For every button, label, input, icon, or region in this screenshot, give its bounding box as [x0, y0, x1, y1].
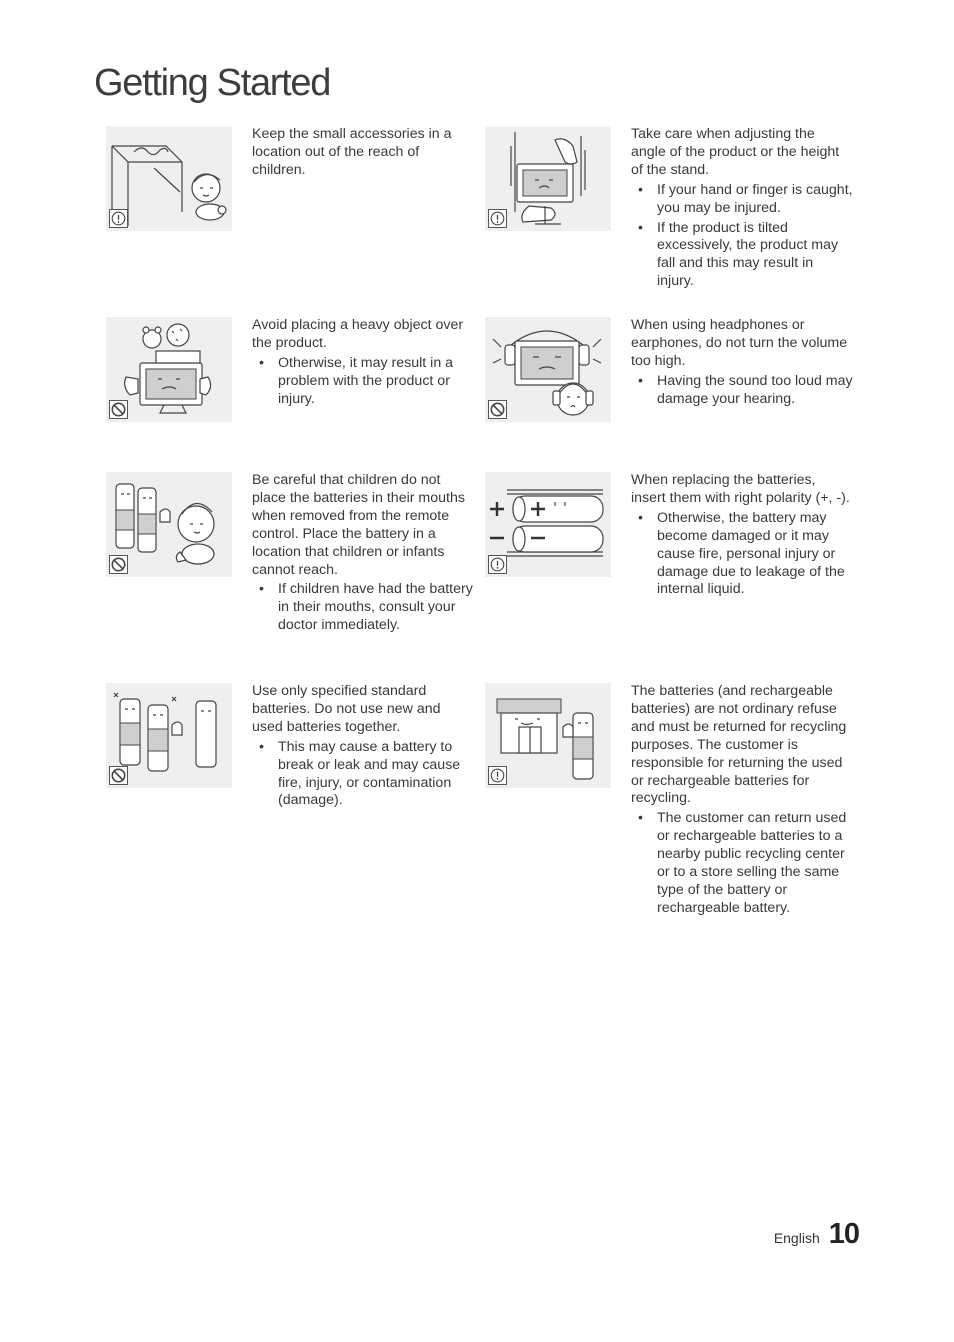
safety-main-text: Take care when adjusting the angle of the product or the height of the stand. [631, 126, 840, 178]
list-item: • Otherwise, the battery may become damaged or it may cause fire, personal injury or damage due to leakage of the internal liquid. [631, 510, 853, 600]
safety-main-text: Be careful that children do not place the batteries in their mouths when removed from the remote control. Place the battery in a location that children or infants cannot reach. [252, 472, 465, 578]
safety-text [252, 683, 474, 812]
exclamation-circle-icon [488, 555, 507, 574]
safety-main-text: Use only specified standard batteries. Do not use new and used batteries together. [252, 683, 441, 735]
page-number: 10 [828, 1218, 859, 1250]
illustration-adjust-stand [485, 126, 611, 231]
list-item: • If children have had the battery in their mouths, consult your doctor immediately. [252, 581, 474, 635]
illustration-batteries-child [106, 472, 232, 577]
safety-main-text: Avoid placing a heavy object over the product. [252, 317, 464, 351]
prohibited-icon [109, 766, 128, 785]
safety-text [252, 126, 474, 180]
safety-bullet-list [252, 739, 474, 811]
safety-main-text: Keep the small accessories in a location out of the reach of children. [252, 126, 452, 178]
list-item: • The customer can return used or rechargeable batteries to a nearby public recycling center or to a store selling the same type of the battery or rechargeable battery. [631, 810, 853, 917]
safety-main-text: When replacing the batteries, insert them with right polarity (+, -). [631, 472, 850, 506]
safety-text [631, 126, 853, 293]
safety-text [252, 317, 474, 411]
safety-text [252, 472, 474, 637]
safety-bullet-list [252, 581, 474, 635]
illustration-accessories-child [106, 126, 232, 231]
list-item: • If the product is tilted excessively, the product may fall and this may result in injury. [631, 220, 853, 292]
prohibited-icon [109, 400, 128, 419]
list-item: • Having the sound too loud may damage your hearing. [631, 373, 853, 409]
page-footer [774, 1218, 859, 1251]
safety-bullet-list [631, 510, 853, 600]
prohibited-icon [488, 400, 507, 419]
safety-text [631, 317, 853, 411]
exclamation-circle-icon [488, 209, 507, 228]
footer-language: English [773, 1230, 820, 1246]
safety-bullet-list [631, 810, 853, 917]
illustration-heavy-object [106, 317, 232, 422]
illustration-battery-recycling [485, 683, 611, 788]
safety-text [631, 683, 853, 920]
safety-text [631, 472, 853, 601]
safety-bullet-list [631, 373, 853, 409]
safety-bullet-list [631, 182, 853, 291]
illustration-standard-batteries [106, 683, 232, 788]
safety-main-text: The batteries (and rechargeable batteries) are not ordinary refuse and must be returned for recycling purposes. The customer is responsible for returning the used or rechargeable batteries for recycling. [631, 683, 847, 807]
safety-main-text: When using headphones or earphones, do not turn the volume too high. [631, 317, 848, 369]
list-item: • Otherwise, it may result in a problem with the product or injury. [252, 355, 474, 409]
safety-bullet-list [252, 355, 474, 409]
list-item: • If your hand or finger is caught, you may be injured. [631, 182, 853, 218]
page-title: Getting Started [94, 62, 331, 104]
illustration-headphones [485, 317, 611, 422]
prohibited-icon [109, 555, 128, 574]
list-item: • This may cause a battery to break or leak and may cause fire, injury, or contamination (damage). [252, 739, 474, 811]
exclamation-circle-icon [488, 766, 507, 785]
exclamation-circle-icon [109, 209, 128, 228]
illustration-battery-polarity [485, 472, 611, 577]
